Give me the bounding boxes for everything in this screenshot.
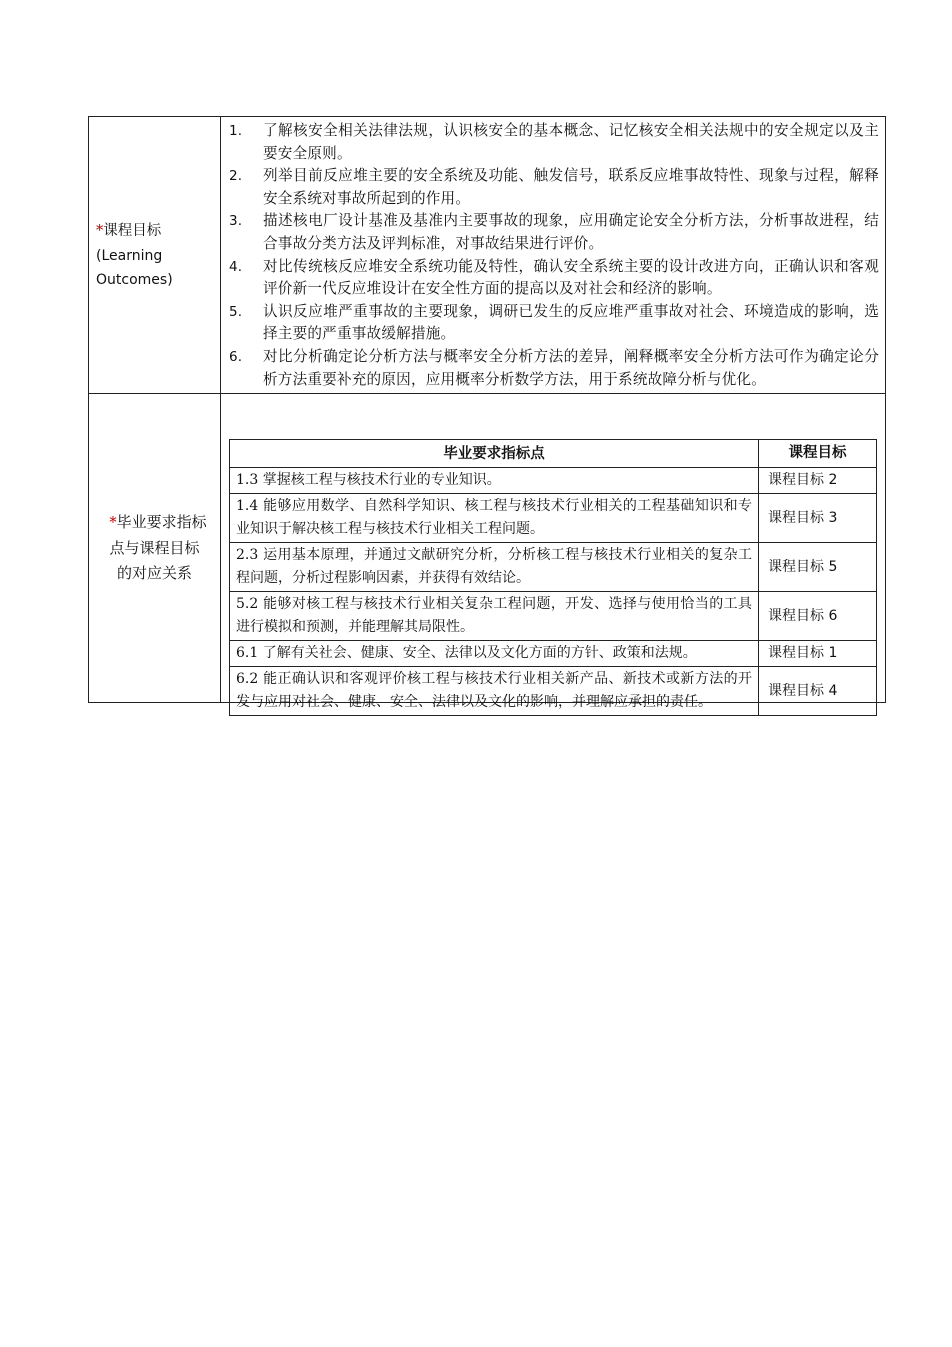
mapping-header-row — [230, 440, 877, 468]
requirement-cell: 5.2 能够对核工程与核技术行业相关复杂工程问题，开发、选择与使用恰当的工具进行模拟和预测，并能理解其局限性。 — [230, 592, 759, 641]
outcomes-label-cn: *课程目标 — [96, 222, 162, 239]
requirement-cell: 1.4 能够应用数学、自然科学知识、核工程与核技术行业相关的工程基础知识和专业知识于解决核工程与核技术行业相关工程问题。 — [230, 494, 759, 543]
goal-cell: 课程目标 2 — [759, 468, 877, 494]
table-row — [230, 494, 877, 543]
table-row — [230, 543, 877, 592]
outcomes-row — [89, 117, 886, 394]
mapping-label-cell — [89, 394, 221, 703]
outcomes-list — [221, 117, 885, 393]
mapping-table — [229, 439, 877, 716]
course-info-table — [88, 116, 886, 711]
requirement-cell: 6.1 了解有关社会、健康、安全、法律以及文化方面的方针、政策和法规。 — [230, 641, 759, 667]
required-star: * — [109, 515, 117, 532]
goal-cell: 课程目标 1 — [759, 641, 877, 667]
outcome-item: 6. 对比分析确定论分析方法与概率安全分析方法的差异，阐释概率安全分析方法可作为确定论分析方法重要补充的原因，应用概率分析数学方法，用于系统故障分析与优化。 — [229, 347, 879, 388]
goal-cell: 课程目标 3 — [759, 494, 877, 543]
outcomes-label-en-1: (Learning — [96, 247, 163, 264]
header-requirement: 毕业要求指标点 — [230, 440, 759, 468]
header-course-goal: 课程目标 — [759, 440, 877, 468]
outcomes-label-en-2: Outcomes) — [96, 271, 173, 288]
requirement-cell: 6.2 能正确认识和客观评价核工程与核技术行业相关新产品、新技术或新方法的开发与应用对社会、健康、安全、法律以及文化的影响，并理解应承担的责任。 — [230, 667, 759, 716]
outcomes-list-cell — [221, 117, 886, 394]
requirement-cell: 1.3 掌握核工程与核技术行业的专业知识。 — [230, 468, 759, 494]
table-row — [230, 468, 877, 494]
mapping-label-line-3: 的对应关系 — [116, 564, 192, 583]
outcome-item: 1. 了解核安全相关法律法规，认识核安全的基本概念、记忆核安全相关法规中的安全规定以及主要安全原则。 — [229, 122, 879, 162]
table-row — [230, 641, 877, 667]
outcome-item: 5. 认识反应堆严重事故的主要现象，调研已发生的反应堆严重事故对社会、环境造成的影响，选择主要的严重事故缓解措施。 — [229, 302, 879, 343]
outcome-item: 2. 列举目前反应堆主要的安全系统及功能、触发信号，联系反应堆事故特性、现象与过程，解释安全系统对事故所起到的作用。 — [229, 167, 879, 207]
outcomes-label-cell — [89, 117, 221, 394]
mapping-row — [89, 394, 886, 703]
mapping-label-line-2: 点与课程目标 — [109, 539, 200, 558]
required-star: * — [96, 222, 104, 239]
requirement-cell: 2.3 运用基本原理，并通过文献研究分析，分析核工程与核技术行业相关的复杂工程问题，分析过程影响因素，并获得有效结论。 — [230, 543, 759, 592]
table-row — [230, 667, 877, 716]
goal-cell: 课程目标 6 — [759, 592, 877, 641]
mapping-table-cell — [221, 394, 886, 711]
outcome-item: 4. 对比传统核反应堆安全系统功能及特性，确认安全系统主要的设计改进方向，正确认识和客观评价新一代反应堆设计在安全性方面的提高以及对社会和经济的影响。 — [229, 257, 879, 298]
table-row — [230, 592, 877, 641]
goal-cell: 课程目标 4 — [759, 667, 877, 716]
goal-cell: 课程目标 5 — [759, 543, 877, 592]
outcome-item: 3. 描述核电厂设计基准及基准内主要事故的现象，应用确定论安全分析方法，分析事故进程，结合事故分类方法及评判标准，对事故结果进行评价。 — [229, 212, 879, 252]
mapping-label-line-1: *毕业要求指标 — [109, 513, 207, 532]
